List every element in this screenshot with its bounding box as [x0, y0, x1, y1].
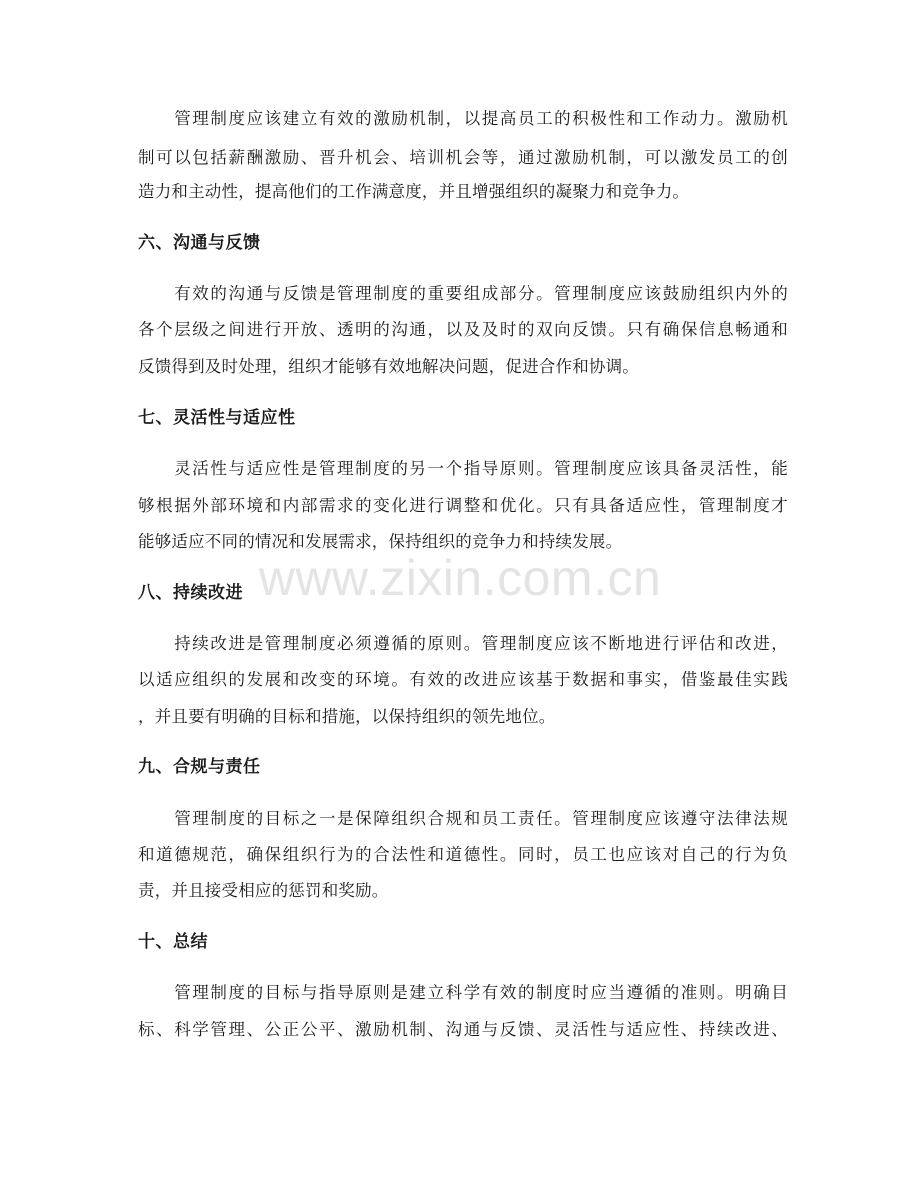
- paragraph-line: 能够适应不同的情况和发展需求，保持组织的竞争力和持续发展。: [138, 532, 623, 551]
- paragraph-line: 标、科学管理、公正公平、激励机制、沟通与反馈、灵活性与适应性、持续改进、: [138, 1020, 788, 1039]
- paragraph-line: 持续改进是管理制度必须遵循的原则。管理制度应该不断地进行评估和改进，: [138, 634, 788, 653]
- paragraph-line: 制可以包括薪酬激励、晋升机会、培训机会等，通过激励机制，可以激发员工的创: [138, 148, 788, 167]
- paragraph-line: ，并且要有明确的目标和措施，以保持组织的领先地位。: [138, 707, 556, 726]
- paragraph-line: 管理制度的目标之一是保障组织合规和员工责任。管理制度应该遵守法律法规: [138, 809, 788, 828]
- section-heading-summary: 十、总结: [138, 932, 208, 952]
- paragraph-line: 管理制度应该建立有效的激励机制，以提高员工的积极性和工作动力。激励机: [138, 109, 788, 128]
- watermark: www.zixin.com.cn: [258, 550, 662, 606]
- paragraph-line: 各个层级之间进行开放、透明的沟通，以及及时的双向反馈。只有确保信息畅通和: [138, 320, 788, 339]
- section-heading-compliance: 九、合规与责任: [138, 757, 261, 777]
- paragraph-line: 和道德规范，确保组织行为的合法性和道德性。同时，员工也应该对自己的行为负: [138, 845, 788, 864]
- paragraph-line: 够根据外部环境和内部需求的变化进行调整和优化。只有具备适应性，管理制度才: [138, 496, 788, 515]
- section-heading-communication: 六、沟通与反馈: [138, 233, 261, 253]
- paragraph-line: 责，并且接受相应的惩罚和奖励。: [138, 881, 389, 900]
- paragraph-line: 灵活性与适应性是管理制度的另一个指导原则。管理制度应该具备灵活性，能: [138, 459, 788, 478]
- paragraph-line: 管理制度的目标与指导原则是建立科学有效的制度时应当遵循的准则。明确目: [138, 983, 788, 1002]
- paragraph-line: 有效的沟通与反馈是管理制度的重要组成部分。管理制度应该鼓励组织内外的: [138, 284, 788, 303]
- section-heading-continuous-improvement: 八、持续改进: [138, 583, 243, 603]
- paragraph-line: 造力和主动性，提高他们的工作满意度，并且增强组织的凝聚力和竞争力。: [138, 182, 690, 201]
- paragraph-line: 反馈得到及时处理，组织才能够有效地解决问题，促进合作和协调。: [138, 357, 639, 376]
- section-heading-flexibility: 七、灵活性与适应性: [138, 408, 296, 428]
- paragraph-line: 以适应组织的发展和改变的环境。有效的改进应该基于数据和事实，借鉴最佳实践: [138, 670, 788, 689]
